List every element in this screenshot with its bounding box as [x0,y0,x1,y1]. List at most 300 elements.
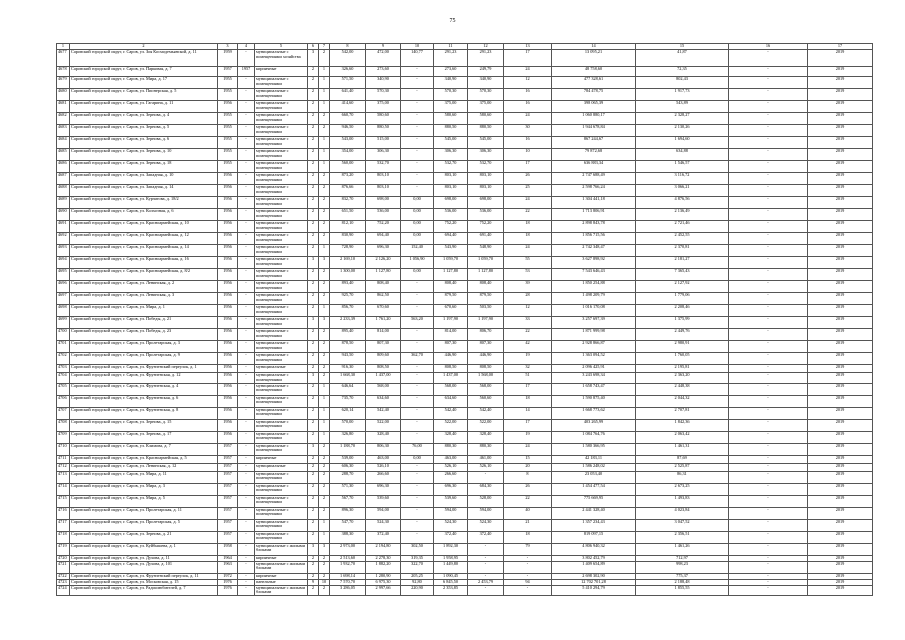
table-row [57,137,873,149]
table-cell: 2019 [808,373,873,384]
table-cell: 893,40 [330,281,366,293]
table-cell: 3 116,72 [636,173,729,185]
table-cell: 2 [319,555,330,561]
table-cell: 291,23 [468,50,504,67]
table-cell: 461,00 [468,455,504,463]
table-cell: 79 [504,543,552,555]
table-cell: - [238,431,255,443]
page-number: 75 [449,18,456,24]
table-cell: Саровский городской округ, г. Саров, ул. Зернова, д. 21 [70,531,218,543]
table-cell: 606,30 [330,463,366,471]
table-cell: Саровский городской округ, г. Саров, ул. Красноармейская, д. 8/2 [70,269,218,281]
table-cell: 2019 [808,269,873,281]
table-cell: 2 [308,573,319,579]
table-cell: муниципальные с помещениями хозяйства [255,50,308,67]
table-cell: 2 [308,495,319,507]
table-cell: 542,40 [366,407,401,419]
table-cell: 3 047,52 [636,519,729,531]
table-cell: 1 [319,77,330,89]
table-cell: 1 188,70 [330,443,366,455]
table-cell: 1 694,60 [636,137,729,149]
table-cell: 1956 [218,233,238,245]
table-cell: 4722 [57,573,70,579]
table-cell: 0,00 [401,221,434,233]
table-cell: 25 [504,185,552,197]
table-cell: - [238,383,255,395]
table-cell: 2 525,87 [636,463,729,471]
table-cell: 1959 [218,50,238,67]
table-cell: - [729,67,808,77]
table-cell: 3 [308,50,319,67]
table-cell: - [238,519,255,531]
table-cell: - [238,293,255,305]
table-cell: 322,70 [401,561,434,573]
table-cell: 998,23 [636,561,729,573]
table-cell: Саровский городской округ, г. Саров, ул. Победы, д. 23 [70,329,218,341]
table-cell: 567,70 [330,495,366,507]
table-cell: Саровский городской округ, г. Саров, ул. Западная, д. 14 [70,185,218,197]
table-cell: - [238,125,255,137]
table-cell: 2 698 302,90 [552,573,636,579]
table-cell: Саровский городской округ, г. Саров, ул. Ленинская, д. 3 [70,293,218,305]
table-cell: 1 580 366,95 [552,443,636,455]
table-cell: муниципальные с помещениями [255,209,308,221]
column-number-cell: 9 [366,44,401,50]
table-cell: 2 181,27 [636,257,729,269]
table-cell: 4703 [57,365,70,373]
table-row [57,395,873,407]
table-cell: - [238,495,255,507]
table-cell: 14 [504,407,552,419]
table-cell: - [401,531,434,543]
table-cell: 39 [504,281,552,293]
table-cell: 522,00 [468,419,504,431]
table-cell: Саровский городской округ, г. Саров, ул. Духова, д. 11 [70,555,218,561]
table-cell: муниципальные с помещениями [255,173,308,185]
table-cell: - [401,137,434,149]
table-cell: - [401,89,434,101]
table-cell: 2019 [808,305,873,317]
table-cell: 7 570,70 [330,579,366,585]
table-cell: 24 [504,443,552,455]
table-cell: - [401,67,434,77]
table-cell: 53 [504,269,552,281]
table-cell: - [729,257,808,269]
table-cell: 2019 [808,113,873,125]
table-cell: Саровский городской округ, г. Саров, ул. Духова, д. 101 [70,561,218,573]
table-cell: 92,80 [401,579,434,585]
table-cell: 1956 [218,353,238,365]
table-cell: - [401,507,434,519]
table-cell: - [238,233,255,245]
column-number-cell: 2 [70,44,218,50]
table-cell: 2 [319,353,330,365]
table-cell: 2019 [808,137,873,149]
table-cell: 522,00 [434,419,468,431]
table-cell: муниципальные с помещениями [255,257,308,269]
table-cell: 2019 [808,383,873,395]
table-cell: 24 [504,67,552,77]
table-cell: 1 [319,245,330,257]
table-cell: 2019 [808,407,873,419]
table-cell: 1 668 773,62 [552,407,636,419]
table-cell: 1976 [218,585,238,596]
table-cell: Саровский городской округ, г. Саров, ул. Фрунзенская, д. 8 [70,407,218,419]
table-row [57,233,873,245]
table-cell: муниципальные [255,365,308,373]
table-cell: 2 [319,561,330,573]
table-cell: 1956 [218,317,238,329]
table-cell: 895,40 [330,329,366,341]
table-cell: 4720 [57,555,70,561]
table-cell: 22 [504,209,552,221]
column-number-cell: 5 [255,44,308,50]
table-cell: 2 [319,50,330,67]
table-cell: 814,00 [366,329,401,341]
table-cell: кирпичные [255,455,308,463]
table-cell: 2 [319,365,330,373]
table-cell: 2 [319,293,330,305]
table-cell: - [729,125,808,137]
table-cell: 4713 [57,471,70,483]
table-cell: 943,50 [330,353,366,365]
table-cell: 1 932,70 [330,561,366,573]
table-cell: 17 [504,50,552,67]
table-cell: 2 980,91 [636,341,729,353]
column-number-cell: 4 [238,44,255,50]
table-cell: 26 [504,173,552,185]
table-cell: 2019 [808,317,873,329]
table-cell: 2 [308,221,319,233]
table-cell: 570,30 [434,89,468,101]
column-number-cell: 13 [504,44,552,50]
table-cell: Саровский городской округ, г. Саров, ул. Зернова, д. 18 [70,161,218,173]
table-cell: 916,30 [330,365,366,373]
table-cell: 532,70 [434,161,468,173]
table-cell: - [238,245,255,257]
table-cell: - [238,455,255,463]
table-cell: 2 [319,173,330,185]
table-cell: 2 127,92 [636,281,729,293]
table-cell: Саровский городской округ, г. Саров, ул. Колхозная, д. 6 [70,209,218,221]
table-cell: 2019 [808,531,873,543]
table-cell: - [729,573,808,579]
table-cell: 2 208,46 [636,305,729,317]
table-cell: 4711 [57,455,70,463]
table-cell: 4 806 940,32 [552,543,636,555]
table-cell: - [401,383,434,395]
table-cell: 1956 [218,197,238,209]
table-cell: - [238,531,255,543]
table-cell: Саровский городской округ, г. Саров, ул. Красноармейская, д. 16 [70,257,218,269]
table-cell: 140,77 [401,50,434,67]
table-cell: 266,60 [434,471,468,483]
table-cell: 4707 [57,407,70,419]
table-cell: Саровский городской округ, г. Саров, ул. Зернова, д. 15 [70,419,218,431]
table-cell: 1 375,99 [636,317,729,329]
table-cell: 4689 [57,197,70,209]
table-cell: Саровский городской округ, г. Саров, ул. Пролетарская, д. 11 [70,507,218,519]
table-row [57,67,873,77]
table-cell: 524,30 [366,519,401,531]
table-row [57,455,873,463]
table-cell: 2019 [808,585,873,596]
table-cell: - [401,101,434,113]
table-cell: 2019 [808,471,873,483]
table-cell: 570,30 [468,89,504,101]
table-cell: - [729,101,808,113]
table-cell: 1956 [218,185,238,197]
table-cell: - [729,365,808,373]
table-cell: - [729,293,808,305]
table-row [57,463,873,471]
table-cell: муниципальные с помещениями [255,341,308,353]
table-cell: 2 747 688,49 [552,173,636,185]
table-cell: 1976 [218,579,238,585]
table-cell: 832,70 [330,197,366,209]
table-cell: муниципальные с помещениями [255,161,308,173]
table-cell: - [401,305,434,317]
table-cell: - [238,471,255,483]
table-cell: Саровский городской округ, г. Саров, ул. Мира, д. 3 [70,483,218,495]
table-cell: 32 [504,365,552,373]
table-cell: 802,43 [636,77,729,89]
table-cell: 2 513,60 [330,555,366,561]
table-cell: 2 [308,463,319,471]
table-cell: 306,30 [366,149,401,161]
table-cell: 2 [319,281,330,293]
table-cell: 30 [504,125,552,137]
table-cell: 4696 [57,281,70,293]
column-number-cell: 7 [319,44,330,50]
table-cell: 807,30 [366,341,401,353]
table-row [57,483,873,495]
table-cell: муниципальные с помещениями [255,305,308,317]
table-cell: 728,90 [330,245,366,257]
table-cell: 1957 [218,531,238,543]
table-cell: 1 871 999,98 [552,329,636,341]
table-row [57,471,873,483]
table-cell: - [504,561,552,573]
table-cell: 563,20 [401,317,434,329]
table-cell: 3 [308,373,319,384]
table-cell: Саровский городской округ, г. Саров, ул. Московская, д. 15 [70,579,218,585]
table-cell: 515,00 [366,137,401,149]
table-cell: 2019 [808,341,873,353]
table-cell: - [729,519,808,531]
table-cell: - [729,531,808,543]
table-cell: - [729,463,808,471]
table-cell: 539,60 [366,495,401,507]
table-cell: 1 779,06 [636,293,729,305]
table-cell: - [238,101,255,113]
table-cell: - [729,149,808,161]
table-cell: 808,40 [434,281,468,293]
column-number-cell: 3 [218,44,238,50]
table-cell: 1 856 715,56 [552,233,636,245]
table-cell: 2019 [808,455,873,463]
table-cell: - [401,395,434,407]
table-cell: муниципальные с помещениями [255,317,308,329]
table-cell: 641,40 [330,89,366,101]
table-cell: 3 [308,317,319,329]
table-cell: 76,00 [401,443,434,455]
table-row [57,149,873,161]
table-cell: Саровский городской округ, г. Саров, ул. Пролетарская, д. 3 [70,341,218,353]
table-cell: 2 [319,373,330,384]
table-cell: - [729,443,808,455]
table-cell: 3 257 697,39 [552,317,636,329]
table-cell: 2 [308,269,319,281]
table-cell: 1 713 806,91 [552,209,636,221]
table-cell: - [468,561,504,573]
table-cell: 12 [504,305,552,317]
table-cell: 86,31 [636,471,729,483]
table-cell: 2 [319,113,330,125]
table-cell: 1957 [218,443,238,455]
table-cell: 1 461,26 [636,543,729,555]
table-cell: 1955 [218,149,238,161]
table-cell: - [238,555,255,561]
table-cell: - [468,555,504,561]
table-row [57,185,873,197]
table-cell: Саровский городской округ, г. Саров, ул. Зернова, д. 17 [70,431,218,443]
table-cell: муниципальные с помещениями [255,519,308,531]
table-cell: 3 [308,543,319,555]
table-cell: - [729,585,808,596]
table-cell: Саровский городской округ, г. Саров, ул. Мира, д. 1 [70,305,218,317]
table-cell: - [238,443,255,455]
table-cell: 2019 [808,365,873,373]
table-cell: - [729,373,808,384]
table-cell: 580,60 [366,113,401,125]
table-cell: 249,79 [468,67,504,77]
table-cell: 6 975,30 [366,579,401,585]
table-cell: 735,70 [330,395,366,407]
table-cell: 542,40 [434,407,468,419]
table-cell: 2 [319,455,330,463]
table-cell: 2 [308,197,319,209]
table-cell: 3 243 698,34 [552,373,636,384]
table-cell: 878,50 [330,341,366,353]
table-cell: 526,10 [366,463,401,471]
table-cell: - [238,185,255,197]
table-cell: 4684 [57,137,70,149]
table-cell: Саровский городской округ, г. Саров, ул. Пролетарская, д. 5 [70,519,218,531]
table-cell: 4694 [57,257,70,269]
table-cell: 2019 [808,507,873,519]
table-cell: Саровский городской округ, г. Саров, ул. Фрунзенская, д. 4 [70,383,218,395]
table-cell: 2019 [808,561,873,573]
table-cell: 326,80 [330,431,366,443]
table-cell: 2 [308,471,319,483]
table-cell: 2019 [808,257,873,269]
table-cell: - [729,77,808,89]
table-cell: 560,60 [468,395,504,407]
table-row [57,173,873,185]
table-cell: 2 [319,471,330,483]
table-cell: 2 [319,329,330,341]
table-cell: - [401,365,434,373]
table-cell: 542,00 [330,50,366,67]
table-cell: 2 [308,113,319,125]
table-cell: 4691 [57,221,70,233]
table-cell: муниципальные с помещениями [255,373,308,384]
table-cell: 946,50 [330,125,366,137]
table-cell: 328,40 [434,431,468,443]
table-cell: 1 855,55 [636,585,729,596]
table-cell: 1 850 254,88 [552,281,636,293]
table-cell: Саровский городской округ, г. Саров, ул. Парковая, д. 7 [70,67,218,77]
table-row [57,305,873,317]
table-cell: 543,00 [330,137,366,149]
table-cell: 2019 [808,573,873,579]
table-cell: 446,90 [468,353,504,365]
table-cell: 1 [319,161,330,173]
table-cell: 2 452,55 [636,233,729,245]
table-cell: 2019 [808,543,873,555]
table-cell: Саровский городской округ, г. Саров, ул. Гагарина, д. 11 [70,101,218,113]
table-cell: - [729,173,808,185]
table-cell: 1 454 477,54 [552,483,636,495]
table-row [57,531,873,543]
column-number-cell: 16 [729,44,808,50]
table-cell: 880,50 [434,125,468,137]
table-cell: 12 [504,77,552,89]
table-cell: - [729,543,808,555]
table-cell: муниципальные с помещениями [255,495,308,507]
table-cell: 1956 [218,305,238,317]
table-cell: Саровский городской округ, г. Саров, ул. Победы, д. 21 [70,317,218,329]
table-cell: 2 721,46 [636,221,729,233]
table-cell: 375,00 [468,101,504,113]
table-cell: 803,10 [366,185,401,197]
table-row [57,257,873,269]
table-cell: 2 [308,395,319,407]
table-cell: - [238,573,255,579]
table-cell: 696,30 [366,245,401,257]
table-cell: 1 449,80 [434,561,468,573]
table-cell: 2 [308,365,319,373]
table-cell: 1955 [218,77,238,89]
table-cell: 340,90 [434,77,468,89]
table-cell: - [729,89,808,101]
table-cell: 2 195,81 [636,365,729,373]
table-row [57,353,873,365]
table-cell: 2 278,30 [366,555,401,561]
table-cell: - [238,419,255,431]
table-cell: 2019 [808,161,873,173]
table-cell: 812,10 [330,221,366,233]
table-cell: 807,30 [468,341,504,353]
table-cell: муниципальные с помещениями [255,137,308,149]
table-cell: муниципальные с помещениями [255,281,308,293]
table-cell: 306,30 [468,149,504,161]
table-cell: - [401,125,434,137]
table-cell: - [468,543,504,555]
table-cell: 1956 [218,173,238,185]
table-cell: 398 065,39 [552,101,636,113]
table-cell: 24 [504,197,552,209]
table-cell: 2019 [808,579,873,585]
table-cell: 1 568,00 [468,373,504,384]
table-cell: 0,00 [401,209,434,221]
table-cell: 526,10 [468,463,504,471]
table-row [57,281,873,293]
table-cell: 2 449,76 [636,329,729,341]
table-cell: 1956 [218,407,238,419]
column-number-cell: 11 [434,44,468,50]
